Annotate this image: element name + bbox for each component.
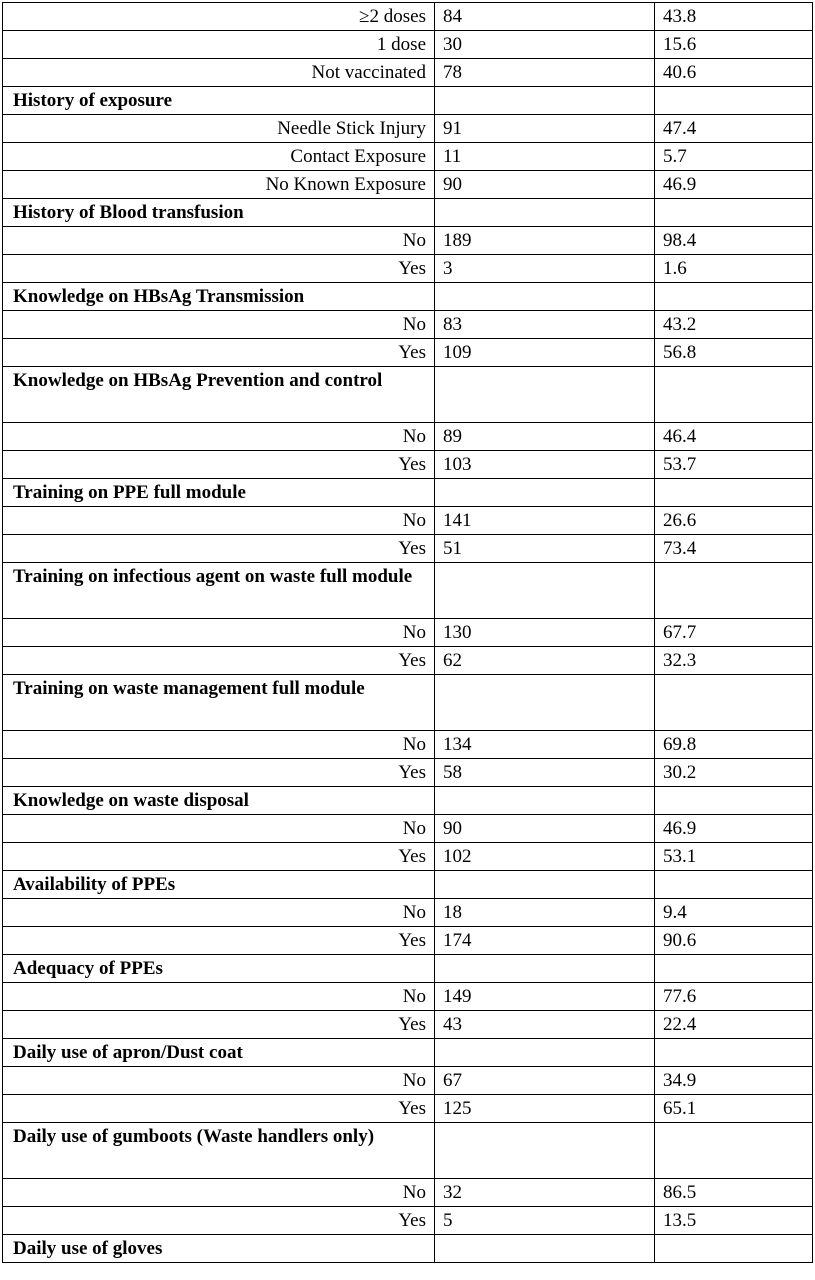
count-cell: 78 xyxy=(435,59,655,87)
section-label: Availability of PPEs xyxy=(3,871,435,899)
percent-cell: 67.7 xyxy=(655,619,813,647)
category-label: No xyxy=(3,731,435,759)
count-cell xyxy=(435,787,655,815)
percent-cell xyxy=(655,675,813,731)
count-cell: 141 xyxy=(435,507,655,535)
count-cell: 102 xyxy=(435,843,655,871)
count-cell: 84 xyxy=(435,3,655,31)
percent-cell: 13.5 xyxy=(655,1207,813,1235)
category-label: No xyxy=(3,423,435,451)
percent-cell xyxy=(655,871,813,899)
percent-cell: 46.9 xyxy=(655,171,813,199)
category-label: Not vaccinated xyxy=(3,59,435,87)
count-cell xyxy=(435,367,655,423)
category-label: Yes xyxy=(3,1095,435,1123)
percent-cell: 53.1 xyxy=(655,843,813,871)
section-header-row xyxy=(3,479,813,507)
section-label: Adequacy of PPEs xyxy=(3,955,435,983)
count-cell xyxy=(435,479,655,507)
section-label: Daily use of gumboots (Waste handlers only) xyxy=(3,1123,435,1179)
count-cell xyxy=(435,1039,655,1067)
section-header-row xyxy=(3,87,813,115)
category-label: Yes xyxy=(3,647,435,675)
count-cell: 43 xyxy=(435,1011,655,1039)
count-cell: 11 xyxy=(435,143,655,171)
table-row xyxy=(3,759,813,787)
percent-cell: 90.6 xyxy=(655,927,813,955)
count-cell: 30 xyxy=(435,31,655,59)
table-row xyxy=(3,843,813,871)
section-label: Knowledge on HBsAg Prevention and control xyxy=(3,367,435,423)
percent-cell: 43.2 xyxy=(655,311,813,339)
table-row xyxy=(3,983,813,1011)
table-row xyxy=(3,227,813,255)
section-header-row xyxy=(3,283,813,311)
table-row xyxy=(3,31,813,59)
count-cell xyxy=(435,87,655,115)
table-row xyxy=(3,927,813,955)
percent-cell: 26.6 xyxy=(655,507,813,535)
category-label: Yes xyxy=(3,927,435,955)
percent-cell xyxy=(655,787,813,815)
table-row xyxy=(3,451,813,479)
section-header-row xyxy=(3,955,813,983)
percent-cell: 34.9 xyxy=(655,1067,813,1095)
count-cell: 103 xyxy=(435,451,655,479)
section-label: Knowledge on HBsAg Transmission xyxy=(3,283,435,311)
count-cell: 3 xyxy=(435,255,655,283)
category-label: Yes xyxy=(3,339,435,367)
percent-cell: 1.6 xyxy=(655,255,813,283)
percent-cell: 46.9 xyxy=(655,815,813,843)
percent-cell: 30.2 xyxy=(655,759,813,787)
percent-cell: 77.6 xyxy=(655,983,813,1011)
table-row xyxy=(3,115,813,143)
category-label: No xyxy=(3,1067,435,1095)
percent-cell xyxy=(655,955,813,983)
section-label: History of Blood transfusion xyxy=(3,199,435,227)
count-cell: 130 xyxy=(435,619,655,647)
section-label: Knowledge on waste disposal xyxy=(3,787,435,815)
count-cell xyxy=(435,955,655,983)
category-label: No xyxy=(3,507,435,535)
percent-cell: 15.6 xyxy=(655,31,813,59)
section-header-row xyxy=(3,675,813,731)
percent-cell: 69.8 xyxy=(655,731,813,759)
count-cell: 58 xyxy=(435,759,655,787)
percent-cell xyxy=(655,367,813,423)
percent-cell: 22.4 xyxy=(655,1011,813,1039)
table-row xyxy=(3,1207,813,1235)
table-row xyxy=(3,339,813,367)
table-row xyxy=(3,535,813,563)
count-cell xyxy=(435,1235,655,1263)
count-cell: 67 xyxy=(435,1067,655,1095)
percent-cell xyxy=(655,1123,813,1179)
count-cell: 51 xyxy=(435,535,655,563)
count-cell: 91 xyxy=(435,115,655,143)
percent-cell xyxy=(655,199,813,227)
table-body xyxy=(3,3,813,1263)
section-label: Training on infectious agent on waste full module xyxy=(3,563,435,619)
percent-cell: 56.8 xyxy=(655,339,813,367)
percent-cell: 98.4 xyxy=(655,227,813,255)
table-row xyxy=(3,3,813,31)
count-cell: 90 xyxy=(435,171,655,199)
percent-cell: 65.1 xyxy=(655,1095,813,1123)
percent-cell: 5.7 xyxy=(655,143,813,171)
percent-cell: 9.4 xyxy=(655,899,813,927)
section-label: Training on waste management full module xyxy=(3,675,435,731)
percent-cell xyxy=(655,1039,813,1067)
section-header-row xyxy=(3,871,813,899)
table-row xyxy=(3,899,813,927)
table-row xyxy=(3,255,813,283)
percent-cell: 40.6 xyxy=(655,59,813,87)
category-label: No xyxy=(3,619,435,647)
count-cell: 18 xyxy=(435,899,655,927)
category-label: ≥2 doses xyxy=(3,3,435,31)
category-label: Yes xyxy=(3,843,435,871)
percent-cell xyxy=(655,1235,813,1263)
count-cell xyxy=(435,199,655,227)
table-row xyxy=(3,1011,813,1039)
percent-cell: 53.7 xyxy=(655,451,813,479)
table-row xyxy=(3,1095,813,1123)
table-row xyxy=(3,1179,813,1207)
count-cell xyxy=(435,1123,655,1179)
count-cell: 174 xyxy=(435,927,655,955)
count-cell xyxy=(435,563,655,619)
section-header-row xyxy=(3,367,813,423)
category-label: Yes xyxy=(3,451,435,479)
table-row xyxy=(3,59,813,87)
table-row xyxy=(3,647,813,675)
category-label: Yes xyxy=(3,1011,435,1039)
count-cell: 32 xyxy=(435,1179,655,1207)
category-label: No xyxy=(3,899,435,927)
count-cell: 62 xyxy=(435,647,655,675)
section-header-row xyxy=(3,1235,813,1263)
section-header-row xyxy=(3,199,813,227)
table-row xyxy=(3,507,813,535)
table-row xyxy=(3,423,813,451)
data-table xyxy=(2,2,813,1263)
count-cell: 109 xyxy=(435,339,655,367)
count-cell: 89 xyxy=(435,423,655,451)
count-cell xyxy=(435,871,655,899)
percent-cell: 47.4 xyxy=(655,115,813,143)
category-label: 1 dose xyxy=(3,31,435,59)
category-label: Yes xyxy=(3,1207,435,1235)
percent-cell xyxy=(655,479,813,507)
section-label: Daily use of apron/Dust coat xyxy=(3,1039,435,1067)
category-label: No xyxy=(3,815,435,843)
table-row xyxy=(3,171,813,199)
section-header-row xyxy=(3,563,813,619)
percent-cell: 73.4 xyxy=(655,535,813,563)
percent-cell: 46.4 xyxy=(655,423,813,451)
table-row xyxy=(3,815,813,843)
table-row xyxy=(3,143,813,171)
section-header-row xyxy=(3,787,813,815)
count-cell xyxy=(435,675,655,731)
percent-cell xyxy=(655,283,813,311)
category-label: Yes xyxy=(3,535,435,563)
section-label: Training on PPE full module xyxy=(3,479,435,507)
percent-cell xyxy=(655,563,813,619)
category-label: Yes xyxy=(3,759,435,787)
section-header-row xyxy=(3,1123,813,1179)
category-label: Contact Exposure xyxy=(3,143,435,171)
percent-cell: 43.8 xyxy=(655,3,813,31)
percent-cell: 86.5 xyxy=(655,1179,813,1207)
table-row xyxy=(3,1067,813,1095)
table-row xyxy=(3,619,813,647)
section-label: History of exposure xyxy=(3,87,435,115)
section-label: Daily use of gloves xyxy=(3,1235,435,1263)
table-row xyxy=(3,311,813,339)
percent-cell xyxy=(655,87,813,115)
count-cell: 90 xyxy=(435,815,655,843)
category-label: No Known Exposure xyxy=(3,171,435,199)
count-cell xyxy=(435,283,655,311)
category-label: Yes xyxy=(3,255,435,283)
count-cell: 125 xyxy=(435,1095,655,1123)
count-cell: 149 xyxy=(435,983,655,1011)
count-cell: 83 xyxy=(435,311,655,339)
section-header-row xyxy=(3,1039,813,1067)
category-label: No xyxy=(3,983,435,1011)
category-label: Needle Stick Injury xyxy=(3,115,435,143)
category-label: No xyxy=(3,1179,435,1207)
category-label: No xyxy=(3,311,435,339)
percent-cell: 32.3 xyxy=(655,647,813,675)
category-label: No xyxy=(3,227,435,255)
count-cell: 134 xyxy=(435,731,655,759)
count-cell: 189 xyxy=(435,227,655,255)
table-row xyxy=(3,731,813,759)
count-cell: 5 xyxy=(435,1207,655,1235)
